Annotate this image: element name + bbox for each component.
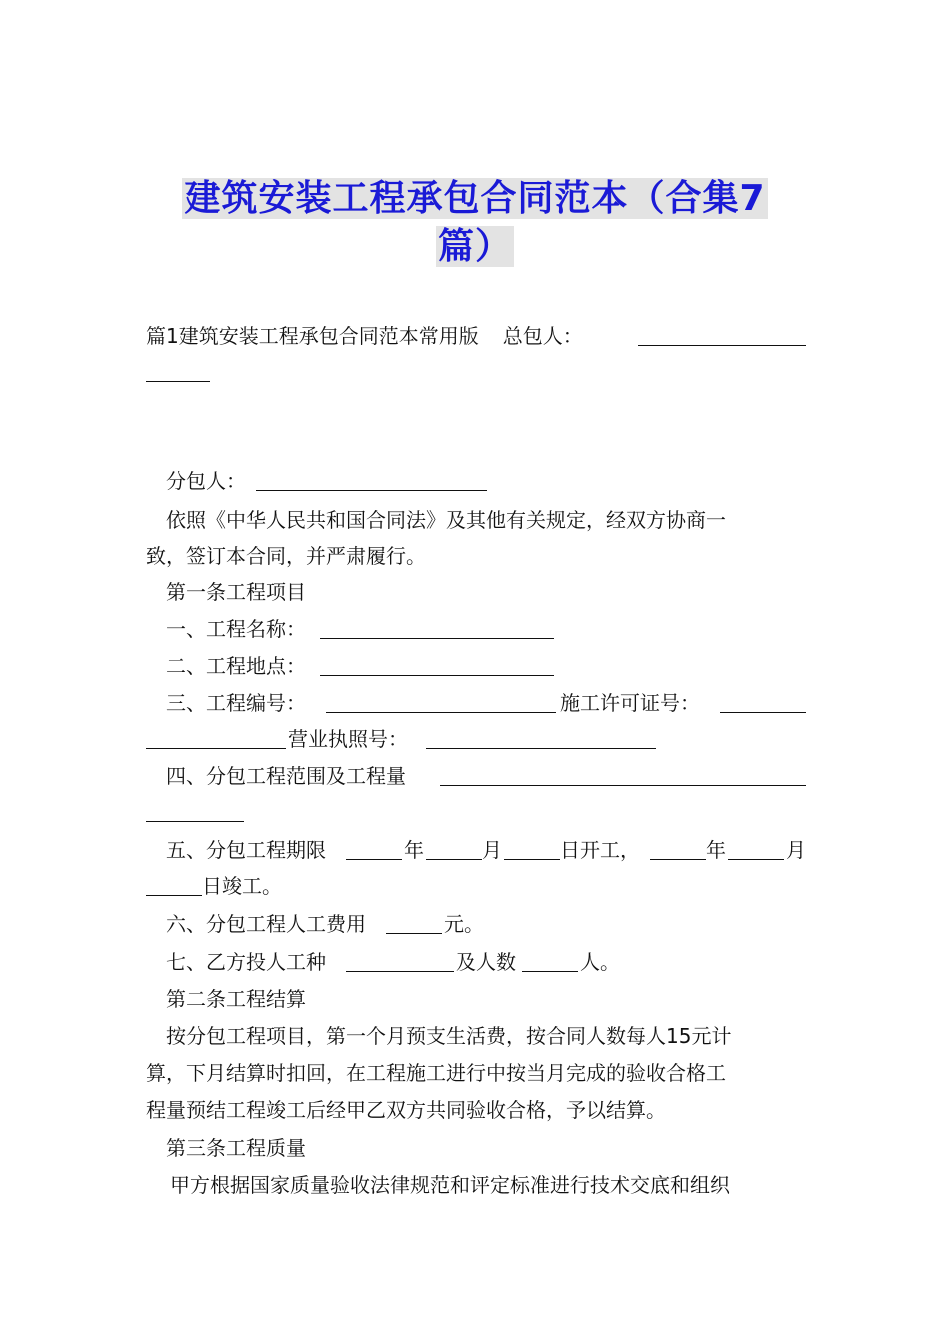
permit-number-blank-cont <box>146 747 286 749</box>
document-title-line1: 建筑安装工程承包合同范本（合集7 <box>184 178 766 219</box>
article-2-text-line2: 算，下月结算时扣回，在工程施工进行中按当月完成的验收合格工 <box>146 1061 726 1085</box>
end-month-label: 月 <box>786 838 806 862</box>
document-title-line2: 篇） <box>437 226 512 267</box>
worker-count-blank <box>522 970 578 972</box>
start-year-blank <box>346 858 402 860</box>
project-location-blank <box>320 674 554 676</box>
article-1-heading: 第一条工程项目 <box>166 580 306 604</box>
general-contractor-blank-cont <box>146 380 210 382</box>
work-type-blank <box>346 970 454 972</box>
permit-number-blank <box>720 711 806 713</box>
preamble-line1: 依照《中华人民共和国合同法》及其他有关规定，经双方协商一 <box>166 508 726 532</box>
start-year-label: 年 <box>404 838 424 862</box>
end-year-blank <box>650 858 706 860</box>
permit-number-label: 施工许可证号： <box>560 691 700 715</box>
article-2-heading: 第二条工程结算 <box>166 987 306 1011</box>
business-license-label: 营业执照号： <box>288 727 408 751</box>
general-contractor-blank <box>638 344 806 346</box>
preamble-line2: 致，签订本合同，并严肃履行。 <box>146 544 426 568</box>
contract-heading: 篇1建筑安装工程承包合同范本常用版 总包人： <box>146 324 583 348</box>
labor-cost-unit: 元。 <box>444 912 484 936</box>
item-period-line1: 五、分包工程期限 <box>166 838 326 862</box>
worker-count-unit: 人。 <box>580 950 620 974</box>
scope-blank <box>440 784 806 786</box>
item-project-number: 三、工程编号： <box>166 691 306 715</box>
scope-blank-cont <box>146 820 244 822</box>
project-number-blank <box>326 711 556 713</box>
item-project-location: 二、工程地点： <box>166 654 306 678</box>
labor-cost-blank <box>386 932 442 934</box>
article-2-text-line3: 程量预结工程竣工后经甲乙双方共同验收合格，予以结算。 <box>146 1098 666 1122</box>
subcontractor-blank <box>256 489 487 491</box>
start-month-label: 月 <box>482 838 502 862</box>
worker-count-label: 及人数 <box>456 950 516 974</box>
end-label: 日竣工。 <box>202 874 282 898</box>
item-workers: 七、乙方投人工种 <box>166 950 326 974</box>
start-label: 日开工， <box>560 838 640 862</box>
item-project-name: 一、工程名称： <box>166 617 306 641</box>
article-2-text-line1: 按分包工程项目，第一个月预支生活费，按合同人数每人15元计 <box>166 1024 732 1048</box>
article-3-heading: 第三条工程质量 <box>166 1136 306 1160</box>
start-day-blank <box>504 858 560 860</box>
business-license-blank <box>426 747 656 749</box>
end-month-blank <box>728 858 784 860</box>
project-name-blank <box>320 637 554 639</box>
end-day-blank <box>146 894 202 896</box>
subcontractor-line: 分包人： <box>166 469 246 493</box>
article-3-text-line1: 甲方根据国家质量验收法律规范和评定标准进行技术交底和组织 <box>170 1173 730 1197</box>
start-month-blank <box>426 858 482 860</box>
end-year-label: 年 <box>706 838 726 862</box>
item-scope: 四、分包工程范围及工程量 <box>166 764 406 788</box>
item-labor-cost: 六、分包工程人工费用 <box>166 912 366 936</box>
